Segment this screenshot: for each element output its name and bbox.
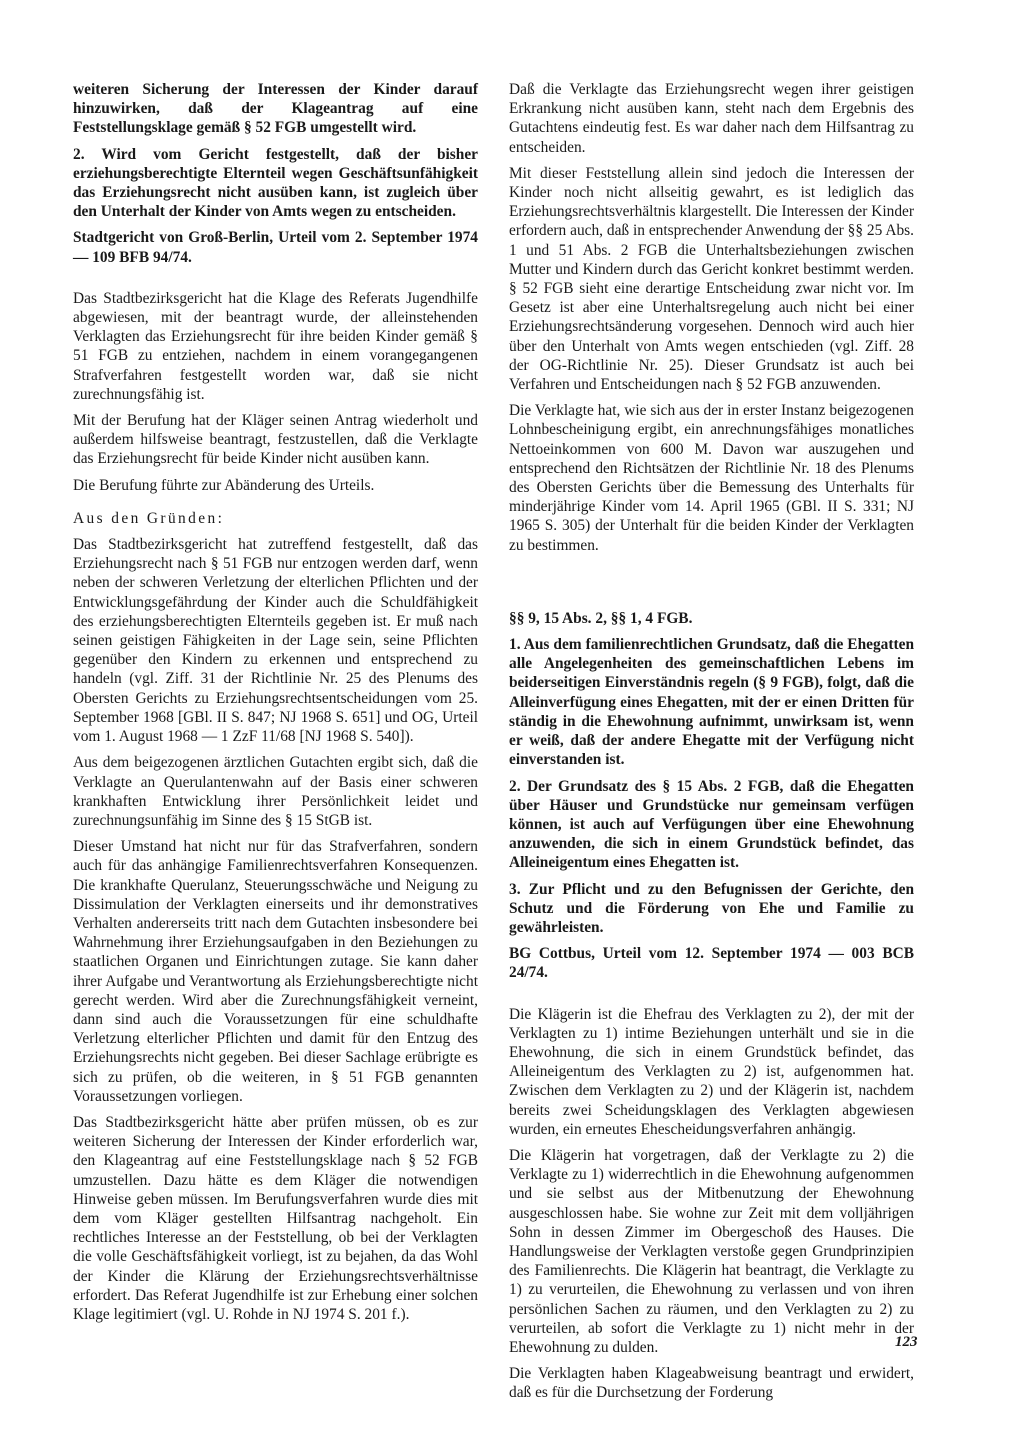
paragraph: Die Verklagte hat, wie sich aus der in erster Instanz beigezogenen Lohnbescheinigung ergibt, ein anrechnungsfähiges monatliches Nettoeinkommen von 600 M. Davon war auszugehen und entsprechend den Richtsätzen der Richtlinie Nr. 18 des Plenums des Obersten Gerichts über die Bemessung des Unterhalts für minderjährige Kinder vom 14. April 1965 (GBl. II S. 331; NJ 1965 S. 305) der Unterhalt für die beiden Kinder der Verklagten zu bestimmen. bbox=[509, 402, 914, 554]
paragraph: 1. Aus dem familienrechtlichen Grundsatz, daß die Ehegatten alle Angelegenheiten des gemeinschaftlichen Lebens im beiderseitigen Einverständnis regeln (§ 9 FGB), folgt, daß die Alleinverfügung eines Ehegatten, mit der er einen Dritten für ständig in die Ehewohnung aufnimmt, unwirksam ist, wenn er weiß, daß der andere Ehegatte mit der Verfügung nicht einverstanden ist. bbox=[509, 636, 914, 769]
paragraph: Mit der Berufung hat der Kläger seinen Antrag wiederholt und außerdem hilfsweise beantragt, festzustellen, daß die Verklagte das Erziehungsrecht für beide Kinder nicht ausüben kann. bbox=[73, 412, 478, 468]
paragraph: §§ 9, 15 Abs. 2, §§ 1, 4 FGB. bbox=[509, 609, 693, 627]
paragraph: Das Stadtbezirksgericht hätte aber prüfen müssen, ob es zur weiteren Sicherung der Interessen der Kinder erforderlich war, den Klageantrag auf eine Feststellungsklage nach § 52 FGB umzustellen. Dazu hätte es dem Kläger die notwendigen Hinweise geben müssen. Im Berufungsverfahren wurde dies mit dem vom Kläger gestellten Hilfsantrag nachgeholt. Ein rechtliches Interesse an der Feststellung, ob bei der Verklagten die volle Geschäftsfähigkeit vorliegt, ist zu bejahen, da das Wohl der Kinder die Klärung der Erziehungsrechtsverhältnisse erfordert. Das Referat Jugendhilfe ist zur Erhebung einer solchen Klage legitimiert (vgl. U. Rohde in NJ 1974 S. 201 f.). bbox=[73, 1113, 478, 1323]
left-column bbox=[73, 80, 478, 1331]
paragraph: Die Klägerin ist die Ehefrau des Verklagten zu 2), der mit der Verklagten zu 1) intime Beziehungen unterhält und sie in die Ehewohnung, die sich in einem Grundstück befindet, das Alleineigentum des Verklagten zu 2) ist, aufgenommen hat. Zwischen dem Verklagten zu 2) und der Klägerin ist, nachdem bereits zwei Scheidungsklagen des Verklagten abgewiesen wurden, ein erneutes Ehescheidungsverfahren anhängig. bbox=[509, 1005, 914, 1138]
paragraph: Dieser Umstand hat nicht nur für das Strafverfahren, sondern auch für das anhängige Familienrechtsverfahren Konsequenzen. Die krankhafte Querulanz, Steuerungsschwäche und Neigung zu Dissimulation der Verklagten einerseits und ihr demonstratives Verhalten andererseits tritt nach dem Gutachten insbesondere bei Wahrnehmung ihrer Erziehungsaufgaben in den Beziehungen zu staatlichen Organen und Einrichtungen zutage. Sie kann daher ihrer Aufgabe und Verantwortung als Erziehungsberechtigte nicht gerecht werden. Wird aber die Zurechnungsfähigkeit verneint, dann sind auch die Voraussetzungen für eine schuldhafte Verletzung elterlicher Pflichten und damit für den Entzug des Erziehungsrechts nicht gegeben. Bei dieser Sachlage erübrigte es sich zu prüfen, ob die weiteren, in § 51 FGB genannten Voraussetzungen vorliegen. bbox=[73, 838, 478, 1105]
right-column bbox=[509, 80, 914, 1410]
paragraph: Die Berufung führte zur Abänderung des Urteils. bbox=[73, 476, 375, 494]
paragraph: weiteren Sicherung der Interessen der Kinder darauf hinzuwirken, daß der Klageantrag auf eine Feststellungsklage gemäß § 52 FGB umgestellt wird. bbox=[73, 81, 478, 137]
paragraph: Mit dieser Feststellung allein sind jedoch die Interessen der Kinder noch nicht allseitig gewahrt, es ist lediglich das Erziehungsrechtsverhältnis klargestellt. Die Interessen der Kinder erfordern auch, daß in entsprechender Anwendung der §§ 25 Abs. 1 und 51 Abs. 2 FGB die Unterhaltsbeziehungen zwischen Mutter und Kindern durch das Gericht konkret bestimmt werden. § 52 FGB sieht eine derartige Entscheidung zwar nicht vor. Im Gesetz ist aber eine Unterhaltsregelung auch nicht bei einer Erziehungsrechtsänderung vorgesehen. Dennoch wird auch hier über den Unterhalt von Amts wegen entschieden (vgl. Ziff. 28 der OG-Richtlinie Nr. 25). Dieser Grundsatz ist auch bei Verfahren und Entscheidungen nach § 52 FGB anzuwenden. bbox=[509, 164, 914, 394]
paragraph: 2. Wird vom Gericht festgestellt, daß der bisher erziehungsberechtigte Elternteil wegen Geschäftsunfähigkeit das Erziehungsrecht nicht ausüben kann, ist zugleich über den Unterhalt der Kinder von Amts wegen zu entscheiden. bbox=[73, 145, 478, 221]
page-number: 123 bbox=[895, 1334, 918, 1350]
paragraph: 2. Der Grundsatz des § 15 Abs. 2 FGB, daß die Ehegatten über Häuser und Grundstücke nur gemeinsam verfügen können, ist auch auf Verfügungen über eine Ehewohnung anzuwenden, die sich in einem Grundstück befindet, das Alleineigentum eines Ehegatten ist. bbox=[509, 777, 914, 872]
paragraph: BG Cottbus, Urteil vom 12. September 1974 — 003 BCB 24/74. bbox=[509, 945, 914, 982]
paragraph: Daß die Verklagte das Erziehungsrecht wegen ihrer geistigen Erkrankung nicht ausüben kann, steht nach dem Ergebnis des Gutachtens eindeutig fest. Es war daher nach dem Hilfsantrag zu entscheiden. bbox=[509, 81, 914, 156]
paragraph: Aus dem beigezogenen ärztlichen Gutachten ergibt sich, daß die Verklagte an Querulantenwahn auf der Basis einer schweren krankhaften Entwicklung ihrer Persönlichkeit leidet und zurechnungsunfähig im Sinne des § 15 StGB ist. bbox=[73, 754, 478, 829]
paragraph: Die Klägerin hat vorgetragen, daß der Verklagte zu 2) die Verklagte zu 1) widerrechtlich in die Ehewohnung aufgenommen und sie selbst aus der Mitbenutzung der Ehewohnung ausgeschlossen habe. Sie wohne zur Zeit mit dem volljährigen Sohn in dessen Zimmer im Obergeschoß des Hauses. Die Handlungsweise der Verklagten verstoße gegen Grundprinzipien des Familienrechts. Die Klägerin hat beantragt, die Verklagte zu 1) zu verurteilen, die Ehewohnung zu verlassen und von ihren persönlichen Sachen zu räumen, und den Verklagten zu 2) zu verurteilen, ab sofort die Verklagte zu 1) nicht mehr in der Ehewohnung zu dulden. bbox=[509, 1146, 914, 1356]
paragraph: Das Stadtbezirksgericht hat zutreffend festgestellt, daß das Erziehungsrecht nach § 51 FGB nur entzogen werden darf, wenn neben der schweren Verletzung der elterlichen Pflichten und der Entwicklungsgefährdung der Kinder auch die Schuldfähigkeit des erziehungsberechtigten Elternteils gegeben ist. Er muß nach seinen geistigen Fähigkeiten in der Lage sein, seine Pflichten gegenüber den Kindern zu erkennen und entsprechend zu handeln (vgl. Ziff. 31 der Richtlinie Nr. 25 des Plenums des Obersten Gerichts zu Erziehungsrechtsentscheidungen vom 25. September 1968 [GBl. II S. 847; NJ 1968 S. 651] und OG, Urteil vom 1. August 1968 — 1 ZzF 11/68 [NJ 1968 S. 540]). bbox=[73, 536, 478, 746]
paragraph: Stadtgericht von Groß-Berlin, Urteil vom 2. September 1974 — 109 BFB 94/74. bbox=[73, 229, 478, 266]
paragraph: Die Verklagten haben Klageabweisung beantragt und erwidert, daß es für die Durchsetzung der Forderung bbox=[509, 1365, 914, 1402]
paragraph: Aus den Gründen: bbox=[73, 509, 225, 527]
paragraph: 3. Zur Pflicht und zu den Befugnissen der Gerichte, den Schutz und die Förderung von Ehe und Familie zu gewährleisten. bbox=[509, 880, 914, 936]
paragraph: Das Stadtbezirksgericht hat die Klage des Referats Jugendhilfe abgewiesen, mit der beantragt wurde, der alleinstehenden Verklagten das Erziehungsrecht für ihre beiden Kinder gemäß § 51 FGB zu entziehen, nachdem in einem vorangegangenen Strafverfahren festgestellt worden war, daß sie nicht zurechnungsfähig ist. bbox=[73, 289, 478, 403]
